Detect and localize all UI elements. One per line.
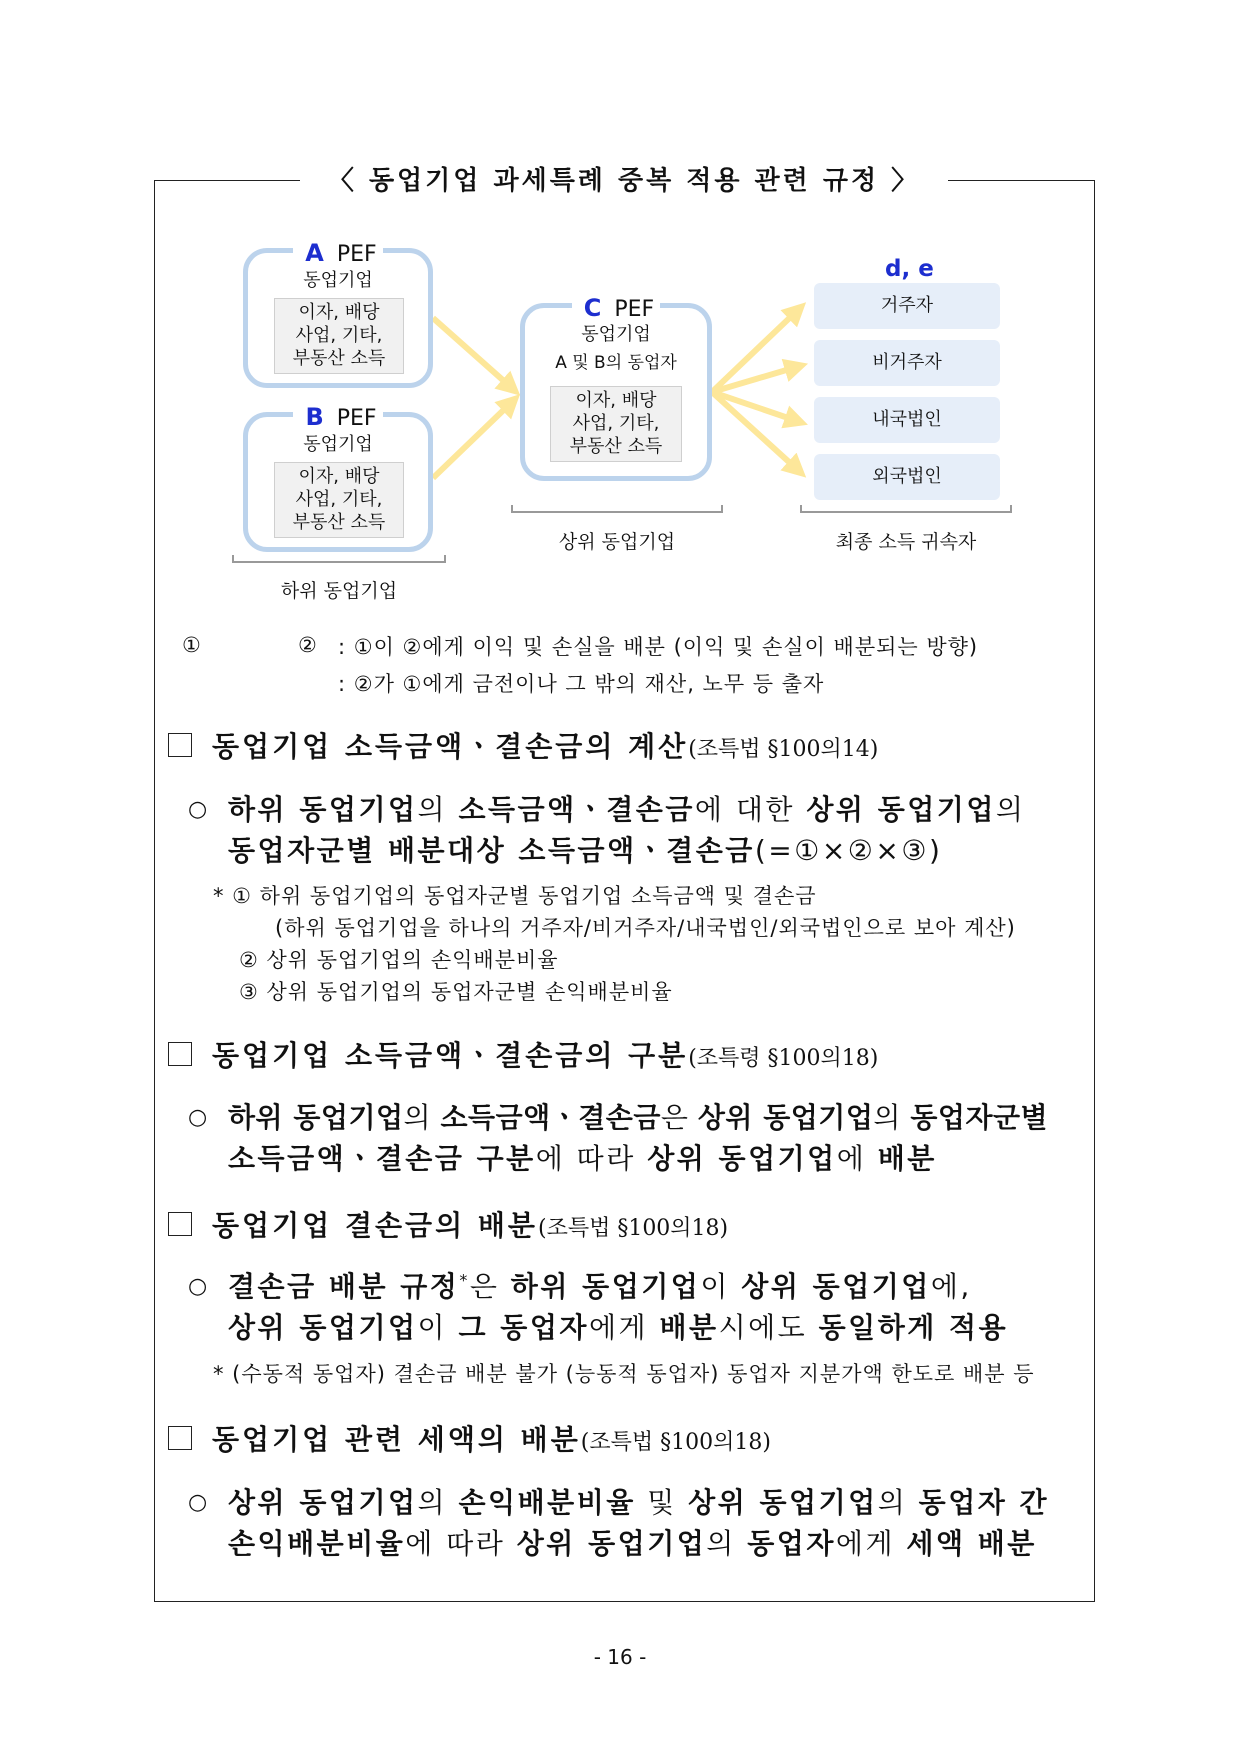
text-run: 이 [417, 1311, 459, 1344]
pef-c-letter: C [578, 294, 608, 322]
section-checkbox [168, 1426, 192, 1450]
text-run: 하위 동업기업 [510, 1270, 701, 1303]
text-run: 동일하게 적용 [818, 1311, 1009, 1344]
text-run: 의 [706, 1527, 748, 1560]
heading-ref: (조특법 §100의14) [688, 737, 879, 762]
bracket-final [800, 505, 1012, 513]
caption-lower: 하위 동업기업 [280, 580, 398, 602]
section-checkbox [168, 1042, 192, 1066]
pef-c-name: PEF [607, 297, 655, 322]
text-run: 및 [635, 1486, 689, 1519]
bullet-circle: ○ [188, 1274, 208, 1299]
pef-c-sub2: A 및 B의 동업자 [555, 353, 677, 373]
pef-b-income [274, 462, 404, 538]
text-run: 하위 동업기업 [228, 1101, 404, 1134]
text-run: 의 [417, 1486, 459, 1519]
text-run: 손익배분비율 [458, 1486, 636, 1519]
section-checkbox [168, 1212, 192, 1236]
text-run: 에 [836, 1142, 878, 1175]
income-line: 이자, 배당 [298, 466, 380, 487]
section-1-note-4: ③ 상위 동업기업의 동업자군별 손익배분비율 [239, 980, 673, 1004]
section-1-line2 [228, 829, 942, 869]
income-line: 사업, 기타, [295, 489, 383, 510]
text-run: 에 따라 [405, 1527, 517, 1560]
income-line: 이자, 배당 [575, 390, 657, 411]
pef-a-name: PEF [329, 242, 377, 267]
text-run: 상위 동업기업 [516, 1527, 707, 1560]
section-checkbox [168, 733, 192, 757]
text-run: 의 [403, 1101, 441, 1134]
pef-b-sub: 동업기업 [303, 434, 373, 455]
heading-ref: (조특법 §100의18) [537, 1216, 729, 1241]
bullet-circle: ○ [188, 797, 208, 822]
page-number: - 16 - [593, 1645, 647, 1669]
arrow-b-to-c [433, 400, 514, 478]
pef-b-letter: B [299, 403, 329, 431]
bracket-upper [511, 505, 723, 513]
text-run: 결손금 배분 규정 [228, 1270, 460, 1303]
text-run: 상위 동업기업 [647, 1142, 837, 1175]
income-line: 부동산 소득 [292, 348, 386, 369]
heading-text: 동업기업 소득금액ㆍ결손금의 구분 [212, 1039, 689, 1072]
text-run: 상위 동업기업 [228, 1311, 418, 1344]
dest-nonresident: 비거주자 [814, 340, 1000, 386]
text-run: *은 [459, 1270, 511, 1303]
dest-domestic-corp: 내국법인 [814, 397, 1000, 443]
text-run: 동업자 [747, 1527, 836, 1560]
text-run: 상위 동업기업 [697, 1101, 874, 1134]
text-run: 의 [873, 1101, 911, 1134]
bullet-circle: ○ [188, 1490, 208, 1515]
text-run: 소득금액ㆍ결손금 [458, 793, 695, 826]
section-3-note: * (수동적 동업자) 결손금 배분 불가 (능동적 동업자) 동업자 지분가액 한도로 배분 등 [213, 1362, 1035, 1386]
de-label: d, e [885, 256, 934, 282]
pef-b-box [243, 403, 433, 552]
section-2-line2 [228, 1137, 937, 1177]
legend-line1: : ①이 ②에게 이익 및 손실을 배분 (이익 및 손실이 배분되는 방향) [338, 635, 979, 659]
legend-to: ② [298, 633, 318, 657]
text-run: (=①×②×③) [754, 834, 943, 867]
section-4-line1 [228, 1481, 1049, 1521]
income-line: 부동산 소득 [569, 436, 663, 457]
section-3-line1 [228, 1265, 972, 1305]
heading-ref: (조특령 §100의18) [688, 1046, 879, 1071]
page-title: 〈 동업기업 과세특례 중복 적용 관련 규정 〉 [300, 160, 948, 197]
pef-c-income [550, 386, 682, 462]
section-1-note-3: ② 상위 동업기업의 손익배분비율 [239, 948, 559, 972]
text-run: 상위 동업기업 [741, 1270, 931, 1303]
text-run: 동업자군별 배분대상 소득금액ㆍ결손금 [228, 834, 755, 867]
bullet-circle: ○ [188, 1105, 208, 1130]
legend-line2: : ②가 ①에게 금전이나 그 밖의 재산, 노무 등 출자 [338, 672, 825, 696]
legend-from: ① [182, 633, 202, 657]
section-2-line1 [228, 1096, 1048, 1136]
pef-c-box [520, 294, 712, 481]
heading-ref: (조특법 §100의18) [580, 1430, 771, 1455]
arrow-a-to-c [433, 318, 514, 390]
text-run: 동업자군별 [910, 1101, 1049, 1134]
section-4-line2 [228, 1522, 1037, 1562]
text-run: 상위 동업기업 [806, 793, 996, 826]
section-1-line1 [228, 788, 1025, 828]
text-run: 그 동업자 [458, 1311, 589, 1344]
pef-a-box [243, 239, 433, 388]
pef-a-sub: 동업기업 [303, 270, 373, 291]
dest-resident: 거주자 [814, 283, 1000, 329]
pef-a-letter: A [299, 239, 330, 267]
text-run: 에 따라 [535, 1142, 648, 1175]
heading-text: 동업기업 결손금의 배분 [212, 1209, 538, 1242]
section-1-heading [212, 725, 878, 765]
income-line: 부동산 소득 [292, 512, 386, 533]
text-run: 의 [417, 793, 459, 826]
text-run: 상위 동업기업 [688, 1486, 878, 1519]
pef-a-income [274, 298, 404, 374]
pef-c-sub: 동업기업 [581, 324, 651, 345]
text-run: 에게 [588, 1311, 660, 1344]
caption-upper: 상위 동업기업 [558, 531, 676, 553]
text-run: 배분 [877, 1142, 937, 1175]
text-run: 의 [877, 1486, 919, 1519]
bracket-lower [232, 555, 446, 563]
text-run: 이 [700, 1270, 742, 1303]
text-run: 동업자 간 [918, 1486, 1050, 1519]
section-3-heading [212, 1204, 728, 1244]
income-line: 이자, 배당 [298, 302, 380, 323]
section-2-heading [212, 1034, 878, 1074]
caption-final: 최종 소득 귀속자 [835, 531, 977, 553]
pef-b-name: PEF [329, 406, 377, 431]
income-line: 사업, 기타, [572, 413, 660, 434]
text-run: 손익배분비율 [228, 1527, 406, 1560]
heading-text: 동업기업 소득금액ㆍ결손금의 계산 [212, 730, 689, 763]
income-line: 사업, 기타, [295, 325, 383, 346]
text-run: 소득금액ㆍ결손금 [440, 1101, 661, 1134]
text-run: 시에도 [718, 1311, 819, 1344]
text-run: 세액 배분 [906, 1527, 1037, 1560]
section-3-line2 [228, 1306, 1008, 1346]
text-run: 에 대한 [694, 793, 807, 826]
section-1-note-1: * ① 하위 동업기업의 동업자군별 동업기업 소득금액 및 결손금 [213, 884, 817, 908]
section-4-heading [212, 1418, 771, 1458]
text-run: 상위 동업기업 [228, 1486, 418, 1519]
text-run: 배분 [659, 1311, 719, 1344]
dest-foreign-corp: 외국법인 [814, 454, 1000, 500]
text-run: 에, [930, 1270, 972, 1303]
section-1-note-2: (하위 동업기업을 하나의 거주자/비거주자/내국법인/외국법인으로 보아 계산) [275, 916, 1016, 940]
text-run: 은 [660, 1101, 698, 1134]
text-run: 하위 동업기업 [228, 793, 418, 826]
text-run: 의 [995, 793, 1026, 826]
text-run: 에게 [835, 1527, 907, 1560]
heading-text: 동업기업 관련 세액의 배분 [212, 1423, 581, 1456]
text-run: 소득금액ㆍ결손금 구분 [228, 1142, 536, 1175]
